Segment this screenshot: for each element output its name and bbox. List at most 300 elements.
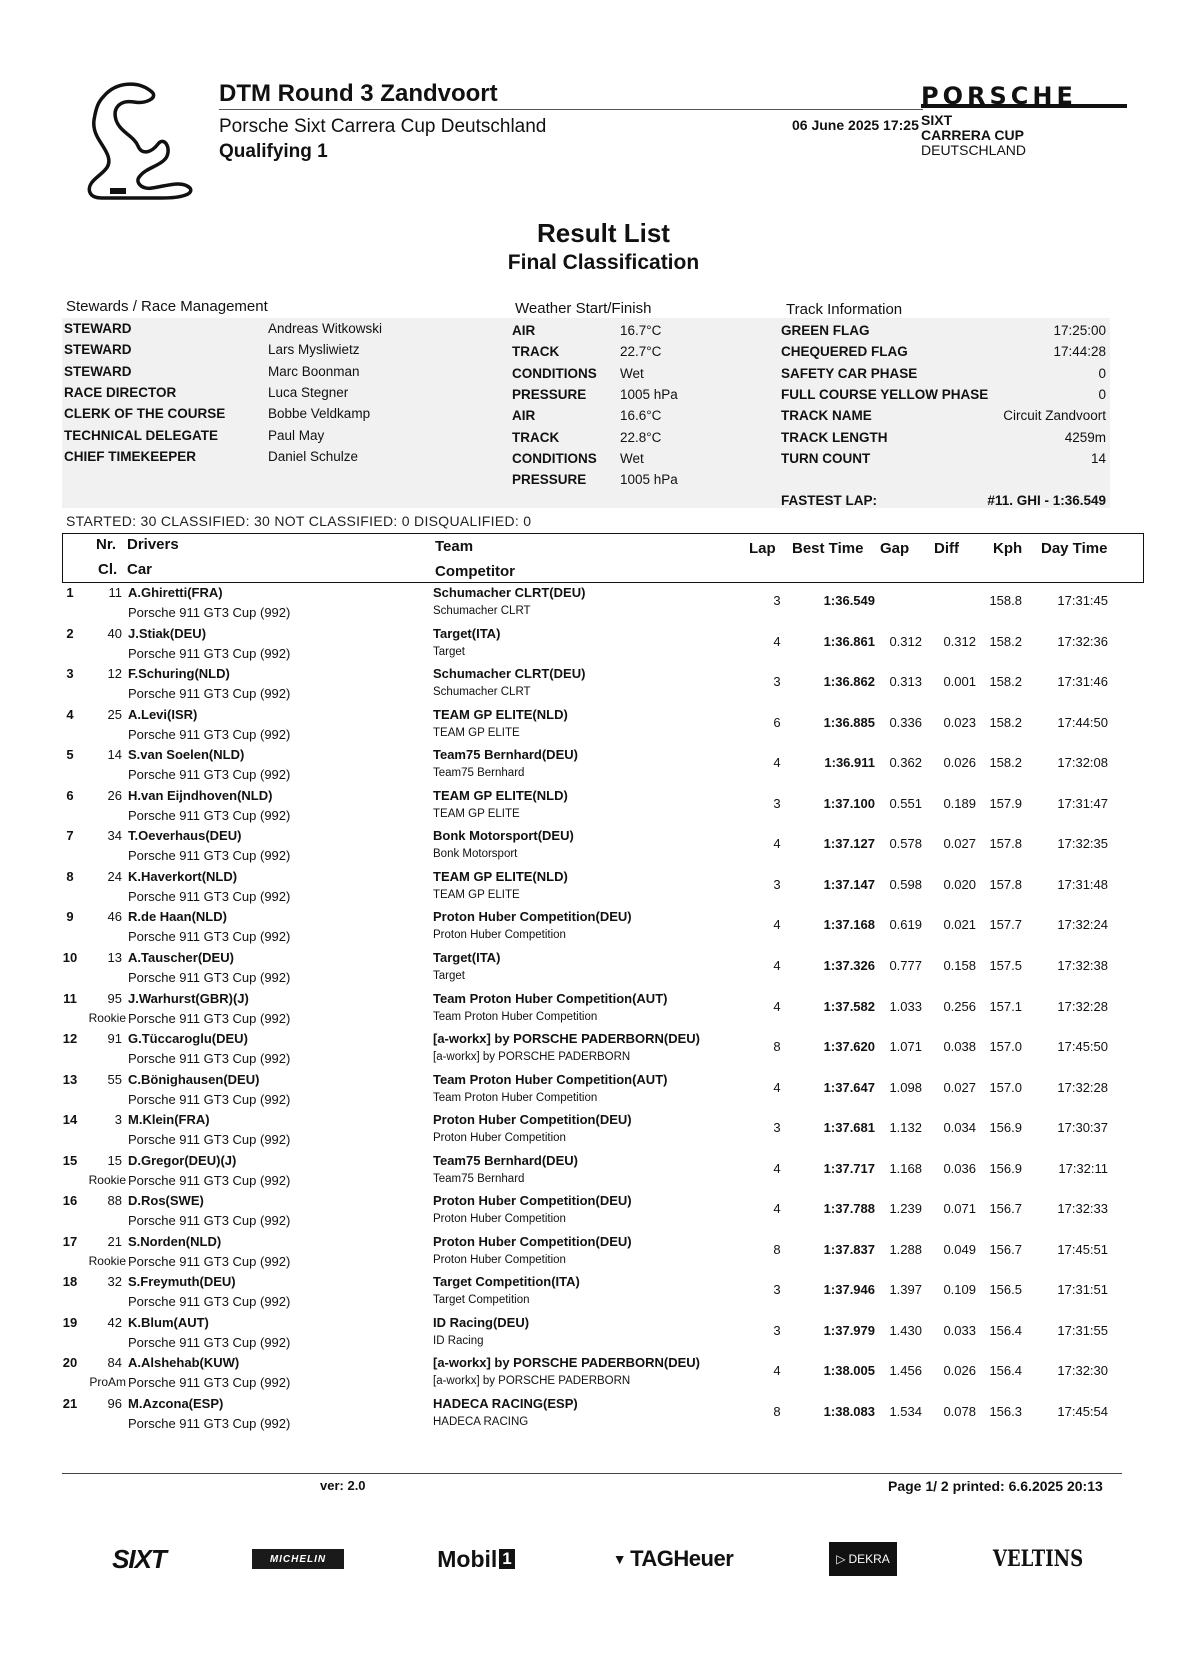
track-heading: Track Information	[786, 301, 903, 318]
session-datetime: 06 June 2025 17:25	[792, 117, 919, 133]
driver-cell: K.Blum(AUT)	[128, 1315, 209, 1330]
gap-cell: 0.619	[889, 917, 922, 932]
car-number-cell: 42	[107, 1315, 122, 1330]
class-cell: ProAm	[89, 1375, 126, 1389]
steward-name: Daniel Schulze	[268, 449, 359, 464]
document-title: Result List	[537, 218, 670, 248]
kph-cell: 157.8	[989, 877, 1022, 892]
gap-cell: 0.551	[889, 796, 922, 811]
car-number-cell: 91	[107, 1031, 122, 1046]
diff-cell: 0.001	[943, 674, 976, 689]
kph-cell: 156.4	[989, 1323, 1022, 1338]
gap-cell: 1.239	[889, 1201, 922, 1216]
diff-cell: 0.027	[943, 836, 976, 851]
car-model-cell: Porsche 911 GT3 Cup (992)	[128, 1375, 291, 1390]
position-cell: 14	[62, 1112, 78, 1127]
team-cell: Bonk Motorsport(DEU)	[433, 828, 574, 843]
car-model-cell: Porsche 911 GT3 Cup (992)	[128, 889, 291, 904]
best-time-cell: 1:37.168	[823, 917, 875, 932]
michelin-logo: MICHELIN	[252, 1549, 344, 1569]
track-info-value: 0	[1098, 387, 1106, 402]
gap-cell: 0.313	[889, 674, 922, 689]
best-time-cell: 1:38.005	[823, 1363, 875, 1378]
table-row	[0, 991, 1187, 1031]
results-table-header	[62, 533, 1144, 583]
car-number-cell: 13	[107, 950, 122, 965]
lap-cell: 8	[773, 1404, 781, 1419]
lap-cell: 3	[773, 593, 781, 608]
track-info-value: 0	[1098, 366, 1106, 381]
position-cell: 19	[62, 1315, 78, 1330]
track-info-label: TRACK LENGTH	[781, 430, 888, 445]
track-info-value: 4259m	[1064, 430, 1106, 445]
kph-cell: 157.8	[989, 836, 1022, 851]
sixt-logo: SIXT	[112, 1543, 166, 1574]
car-number-cell: 95	[107, 991, 122, 1006]
weather-value: Wet	[620, 366, 644, 381]
gap-cell: 0.777	[889, 958, 922, 973]
diff-cell: 0.078	[943, 1404, 976, 1419]
class-cell: Rookie	[88, 1254, 126, 1268]
diff-cell: 0.071	[943, 1201, 976, 1216]
car-number-cell: 88	[107, 1193, 122, 1208]
car-number-cell: 96	[107, 1396, 122, 1411]
diff-cell: 0.027	[943, 1080, 976, 1095]
driver-cell: D.Ros(SWE)	[128, 1193, 204, 1208]
position-cell: 9	[66, 909, 74, 924]
dekra-wordmark: DEKRA	[848, 1552, 890, 1566]
day-time-cell: 17:32:30	[1057, 1363, 1108, 1378]
driver-cell: M.Klein(FRA)	[128, 1112, 210, 1127]
diff-cell: 0.033	[943, 1323, 976, 1338]
team-cell: [a-workx] by PORSCHE PADERBORN(DEU)	[433, 1031, 701, 1046]
position-cell: 2	[66, 626, 74, 641]
steward-role: STEWARD	[64, 342, 132, 357]
weather-label: TRACK	[512, 430, 560, 445]
gap-cell: 1.430	[889, 1323, 922, 1338]
best-time-cell: 1:37.837	[823, 1242, 875, 1257]
car-model-cell: Porsche 911 GT3 Cup (992)	[128, 1416, 291, 1431]
competitor-cell: Target	[433, 970, 465, 982]
diff-cell: 0.158	[943, 958, 976, 973]
session-name: Qualifying 1	[219, 141, 328, 162]
gap-cell: 1.132	[889, 1120, 922, 1135]
lap-cell: 4	[773, 999, 781, 1014]
kph-cell: 157.0	[989, 1039, 1022, 1054]
best-time-cell: 1:37.147	[823, 877, 875, 892]
position-cell: 5	[66, 747, 74, 762]
car-number-cell: 34	[107, 828, 122, 843]
gap-cell: 0.598	[889, 877, 922, 892]
steward-name: Lars Mysliwietz	[268, 342, 360, 357]
kph-cell: 156.3	[989, 1404, 1022, 1419]
lap-cell: 3	[773, 796, 781, 811]
best-time-cell: 1:37.647	[823, 1080, 875, 1095]
weather-label: PRESSURE	[512, 472, 587, 487]
steward-name: Andreas Witkowski	[268, 321, 383, 336]
stewards-heading: Stewards / Race Management	[66, 298, 268, 315]
position-cell: 16	[62, 1193, 78, 1208]
table-row	[0, 1355, 1187, 1395]
car-model-cell: Porsche 911 GT3 Cup (992)	[128, 1092, 291, 1107]
best-time-cell: 1:37.100	[823, 796, 875, 811]
team-cell: Team Proton Huber Competition(AUT)	[433, 1072, 668, 1087]
best-time-cell: 1:37.681	[823, 1120, 875, 1135]
col-team: Team	[435, 538, 474, 555]
table-row	[0, 666, 1187, 706]
team-cell: Proton Huber Competition(DEU)	[433, 909, 632, 924]
gap-cell: 1.397	[889, 1282, 922, 1297]
driver-cell: T.Oeverhaus(DEU)	[128, 828, 242, 843]
weather-value: 16.7°C	[620, 323, 662, 338]
class-cell: Rookie	[88, 1011, 126, 1025]
steward-name: Paul May	[268, 428, 325, 443]
col-day-time: Day Time	[1041, 540, 1108, 557]
day-time-cell: 17:32:24	[1057, 917, 1108, 932]
circuit-zandvoort-map-icon	[82, 76, 206, 200]
table-row	[0, 1153, 1187, 1193]
lap-cell: 8	[773, 1039, 781, 1054]
car-model-cell: Porsche 911 GT3 Cup (992)	[128, 1335, 291, 1350]
steward-role: TECHNICAL DELEGATE	[64, 428, 219, 443]
lap-cell: 4	[773, 836, 781, 851]
car-number-cell: 21	[107, 1234, 122, 1249]
competitor-cell: Proton Huber Competition	[433, 1132, 566, 1144]
gap-cell: 1.071	[889, 1039, 922, 1054]
cup-logo-line3: DEUTSCHLAND	[921, 142, 1027, 158]
day-time-cell: 17:31:45	[1057, 593, 1108, 608]
car-number-cell: 15	[107, 1153, 122, 1168]
driver-cell: S.van Soelen(NLD)	[128, 747, 245, 762]
team-cell: [a-workx] by PORSCHE PADERBORN(DEU)	[433, 1355, 701, 1370]
kph-cell: 158.2	[989, 674, 1022, 689]
steward-role: RACE DIRECTOR	[64, 385, 177, 400]
table-row	[0, 1396, 1187, 1436]
diff-cell: 0.312	[943, 634, 976, 649]
competitor-cell: [a-workx] by PORSCHE PADERBORN	[433, 1375, 631, 1387]
team-cell: Proton Huber Competition(DEU)	[433, 1234, 632, 1249]
class-cell: Rookie	[88, 1173, 126, 1187]
mobil-one-badge: 1	[499, 1549, 514, 1569]
weather-value: Wet	[620, 451, 644, 466]
competitor-cell: Target Competition	[433, 1294, 530, 1306]
driver-cell: C.Bönighausen(DEU)	[128, 1072, 260, 1087]
best-time-cell: 1:37.788	[823, 1201, 875, 1216]
diff-cell: 0.049	[943, 1242, 976, 1257]
table-row	[0, 950, 1187, 990]
table-row	[0, 788, 1187, 828]
driver-cell: A.Levi(ISR)	[128, 707, 198, 722]
diff-cell: 0.036	[943, 1161, 976, 1176]
kph-cell: 156.9	[989, 1120, 1022, 1135]
lap-cell: 3	[773, 1323, 781, 1338]
dekra-arrow-icon: ▷	[836, 1552, 846, 1566]
team-cell: Proton Huber Competition(DEU)	[433, 1193, 632, 1208]
day-time-cell: 17:31:55	[1057, 1323, 1108, 1338]
gap-cell: 1.098	[889, 1080, 922, 1095]
kph-cell: 157.1	[989, 999, 1022, 1014]
col-nr: Nr.	[96, 536, 117, 553]
day-time-cell: 17:32:33	[1057, 1201, 1108, 1216]
weather-value: 22.7°C	[620, 344, 662, 359]
position-cell: 12	[62, 1031, 78, 1046]
diff-cell: 0.023	[943, 715, 976, 730]
veltins-logo: VELTINS	[992, 1546, 1084, 1572]
fastest-lap-label: FASTEST LAP:	[781, 493, 878, 508]
competitor-cell: Bonk Motorsport	[433, 848, 518, 860]
competitor-cell: Proton Huber Competition	[433, 1254, 566, 1266]
kph-cell: 158.8	[989, 593, 1022, 608]
col-gap: Gap	[880, 540, 910, 557]
position-cell: 17	[62, 1234, 78, 1249]
day-time-cell: 17:32:08	[1057, 755, 1108, 770]
track-info-label: TURN COUNT	[781, 451, 871, 466]
car-model-cell: Porsche 911 GT3 Cup (992)	[128, 646, 291, 661]
driver-cell: F.Schuring(NLD)	[128, 666, 230, 681]
series-name: Porsche Sixt Carrera Cup Deutschland	[219, 116, 547, 137]
gap-cell: 0.578	[889, 836, 922, 851]
day-time-cell: 17:45:54	[1057, 1404, 1108, 1419]
gap-cell: 0.336	[889, 715, 922, 730]
kph-cell: 157.7	[989, 917, 1022, 932]
lap-cell: 4	[773, 1161, 781, 1176]
diff-cell: 0.109	[943, 1282, 976, 1297]
weather-label: PRESSURE	[512, 387, 587, 402]
best-time-cell: 1:36.861	[823, 634, 875, 649]
position-cell: 4	[66, 707, 74, 722]
diff-cell: 0.038	[943, 1039, 976, 1054]
diff-cell: 0.026	[943, 755, 976, 770]
best-time-cell: 1:36.911	[824, 755, 875, 770]
gap-cell: 0.362	[889, 755, 922, 770]
track-info-value: 14	[1090, 451, 1106, 466]
position-cell: 20	[62, 1355, 78, 1370]
competitor-cell: Schumacher CLRT	[433, 686, 531, 698]
car-model-cell: Porsche 911 GT3 Cup (992)	[128, 1254, 291, 1269]
table-row	[0, 707, 1187, 747]
track-info-value: Circuit Zandvoort	[1003, 408, 1106, 423]
lap-cell: 4	[773, 917, 781, 932]
lap-cell: 4	[773, 634, 781, 649]
competitor-cell: TEAM GP ELITE	[433, 889, 520, 901]
table-row	[0, 747, 1187, 787]
competitor-cell: TEAM GP ELITE	[433, 808, 520, 820]
diff-cell: 0.020	[943, 877, 976, 892]
version-label: ver: 2.0	[320, 1478, 366, 1493]
position-cell: 1	[66, 585, 74, 600]
car-model-cell: Porsche 911 GT3 Cup (992)	[128, 1011, 291, 1026]
car-number-cell: 24	[107, 869, 122, 884]
team-cell: Target(ITA)	[433, 626, 501, 641]
car-model-cell: Porsche 911 GT3 Cup (992)	[128, 1213, 291, 1228]
driver-cell: H.van Eijndhoven(NLD)	[128, 788, 273, 803]
gap-cell: 1.456	[889, 1363, 922, 1378]
car-number-cell: 26	[107, 788, 122, 803]
weather-label: AIR	[512, 323, 536, 338]
weather-label: AIR	[512, 408, 536, 423]
driver-cell: S.Freymuth(DEU)	[128, 1274, 236, 1289]
diff-cell: 0.026	[943, 1363, 976, 1378]
day-time-cell: 17:45:51	[1057, 1242, 1108, 1257]
competitor-cell: HADECA RACING	[433, 1416, 529, 1428]
gap-cell: 1.288	[889, 1242, 922, 1257]
tagheuer-logo	[605, 1542, 741, 1576]
car-number-cell: 11	[108, 585, 122, 600]
fastest-lap-value: #11. GHI - 1:36.549	[987, 493, 1106, 508]
driver-cell: A.Ghiretti(FRA)	[128, 585, 223, 600]
driver-cell: M.Azcona(ESP)	[128, 1396, 224, 1411]
footer-divider	[62, 1473, 1122, 1474]
table-row	[0, 1112, 1187, 1152]
car-model-cell: Porsche 911 GT3 Cup (992)	[128, 605, 291, 620]
position-cell: 13	[62, 1072, 78, 1087]
car-number-cell: 12	[107, 666, 122, 681]
col-diff: Diff	[934, 540, 959, 557]
table-row	[0, 869, 1187, 909]
weather-value: 1005 hPa	[620, 472, 678, 487]
lap-cell: 3	[773, 1120, 781, 1135]
kph-cell: 157.5	[989, 958, 1022, 973]
steward-name: Bobbe Veldkamp	[268, 406, 371, 421]
team-cell: TEAM GP ELITE(NLD)	[433, 869, 568, 884]
car-model-cell: Porsche 911 GT3 Cup (992)	[128, 686, 291, 701]
kph-cell: 157.9	[989, 796, 1022, 811]
best-time-cell: 1:37.620	[823, 1039, 875, 1054]
car-number-cell: 14	[107, 747, 122, 762]
driver-cell: A.Tauscher(DEU)	[128, 950, 234, 965]
competitor-cell: Team75 Bernhard	[433, 767, 525, 779]
best-time-cell: 1:37.582	[823, 999, 875, 1014]
team-cell: Proton Huber Competition(DEU)	[433, 1112, 632, 1127]
competitor-cell: ID Racing	[433, 1335, 484, 1347]
best-time-cell: 1:37.717	[823, 1161, 875, 1176]
lap-cell: 4	[773, 1080, 781, 1095]
day-time-cell: 17:32:35	[1057, 836, 1108, 851]
team-cell: Schumacher CLRT(DEU)	[433, 585, 586, 600]
position-cell: 21	[62, 1396, 78, 1411]
weather-label: CONDITIONS	[512, 451, 597, 466]
gap-cell: 0.312	[889, 634, 922, 649]
best-time-cell: 1:37.979	[823, 1323, 875, 1338]
lap-cell: 3	[773, 877, 781, 892]
competitor-cell: Team Proton Huber Competition	[433, 1011, 598, 1023]
position-cell: 7	[66, 828, 74, 843]
steward-role: STEWARD	[64, 321, 132, 336]
header-divider	[219, 109, 923, 110]
col-competitor: Competitor	[435, 563, 515, 580]
track-info-label: CHEQUERED FLAG	[781, 344, 908, 359]
track-info-label: GREEN FLAG	[781, 323, 870, 338]
position-cell: 18	[62, 1274, 78, 1289]
team-cell: Target(ITA)	[433, 950, 501, 965]
table-row	[0, 1193, 1187, 1233]
track-info-value: 17:44:28	[1053, 344, 1106, 359]
kph-cell: 158.2	[989, 715, 1022, 730]
gap-cell: 1.033	[889, 999, 922, 1014]
competitor-cell: Target	[433, 646, 465, 658]
competitor-cell: Schumacher CLRT	[433, 605, 531, 617]
best-time-cell: 1:38.083	[823, 1404, 875, 1419]
col-car: Car	[127, 561, 153, 578]
kph-cell: 156.4	[989, 1363, 1022, 1378]
best-time-cell: 1:36.862	[823, 674, 875, 689]
car-number-cell: 84	[107, 1355, 122, 1370]
weather-label: TRACK	[512, 344, 560, 359]
col-lap: Lap	[749, 540, 776, 557]
steward-name: Marc Boonman	[268, 364, 360, 379]
event-title: DTM Round 3 Zandvoort	[219, 80, 498, 107]
car-model-cell: Porsche 911 GT3 Cup (992)	[128, 1132, 291, 1147]
diff-cell: 0.021	[943, 917, 976, 932]
track-info-label: TRACK NAME	[781, 408, 872, 423]
car-number-cell: 32	[107, 1274, 122, 1289]
diff-cell: 0.189	[943, 796, 976, 811]
car-number-cell: 3	[114, 1112, 122, 1127]
diff-cell: 0.034	[943, 1120, 976, 1135]
kph-cell: 156.7	[989, 1242, 1022, 1257]
table-row	[0, 1234, 1187, 1274]
car-model-cell: Porsche 911 GT3 Cup (992)	[128, 767, 291, 782]
dekra-logo	[829, 1542, 897, 1576]
best-time-cell: 1:37.326	[823, 958, 875, 973]
kph-cell: 156.7	[989, 1201, 1022, 1216]
team-cell: Target Competition(ITA)	[433, 1274, 580, 1289]
best-time-cell: 1:37.946	[823, 1282, 875, 1297]
steward-role: STEWARD	[64, 364, 132, 379]
lap-cell: 6	[773, 715, 781, 730]
kph-cell: 158.2	[989, 755, 1022, 770]
competitor-cell: TEAM GP ELITE	[433, 727, 520, 739]
team-cell: Team Proton Huber Competition(AUT)	[433, 991, 668, 1006]
car-model-cell: Porsche 911 GT3 Cup (992)	[128, 808, 291, 823]
car-model-cell: Porsche 911 GT3 Cup (992)	[128, 1051, 291, 1066]
track-info-label: FULL COURSE YELLOW PHASE	[781, 387, 989, 402]
lap-cell: 8	[773, 1242, 781, 1257]
lap-cell: 4	[773, 958, 781, 973]
mobil1-logo	[430, 1542, 522, 1576]
table-row	[0, 1274, 1187, 1314]
table-row	[0, 828, 1187, 868]
position-cell: 3	[66, 666, 74, 681]
competitor-cell: Proton Huber Competition	[433, 929, 566, 941]
team-cell: ID Racing(DEU)	[433, 1315, 530, 1330]
driver-cell: S.Norden(NLD)	[128, 1234, 222, 1249]
competitor-cell: Proton Huber Competition	[433, 1213, 566, 1225]
lap-cell: 4	[773, 755, 781, 770]
track-info-label: SAFETY CAR PHASE	[781, 366, 918, 381]
best-time-cell: 1:37.127	[823, 836, 875, 851]
weather-heading: Weather Start/Finish	[515, 300, 652, 317]
col-class: Cl.	[98, 561, 118, 578]
team-cell: Team75 Bernhard(DEU)	[433, 747, 578, 762]
day-time-cell: 17:31:48	[1057, 877, 1108, 892]
day-time-cell: 17:31:47	[1057, 796, 1108, 811]
car-model-cell: Porsche 911 GT3 Cup (992)	[128, 1173, 291, 1188]
day-time-cell: 17:32:28	[1057, 1080, 1108, 1095]
competitor-cell: [a-workx] by PORSCHE PADERBORN	[433, 1051, 631, 1063]
car-model-cell: Porsche 911 GT3 Cup (992)	[128, 929, 291, 944]
col-drivers: Drivers	[127, 536, 179, 553]
day-time-cell: 17:45:50	[1057, 1039, 1108, 1054]
day-time-cell: 17:32:28	[1057, 999, 1108, 1014]
team-cell: Schumacher CLRT(DEU)	[433, 666, 586, 681]
team-cell: TEAM GP ELITE(NLD)	[433, 788, 568, 803]
cup-logo-line2: CARRERA CUP	[921, 127, 1024, 143]
page-info: Page 1/ 2 printed: 6.6.2025 20:13	[888, 1478, 1103, 1494]
day-time-cell: 17:31:51	[1057, 1282, 1108, 1297]
car-number-cell: 55	[107, 1072, 122, 1087]
day-time-cell: 17:32:38	[1057, 958, 1108, 973]
